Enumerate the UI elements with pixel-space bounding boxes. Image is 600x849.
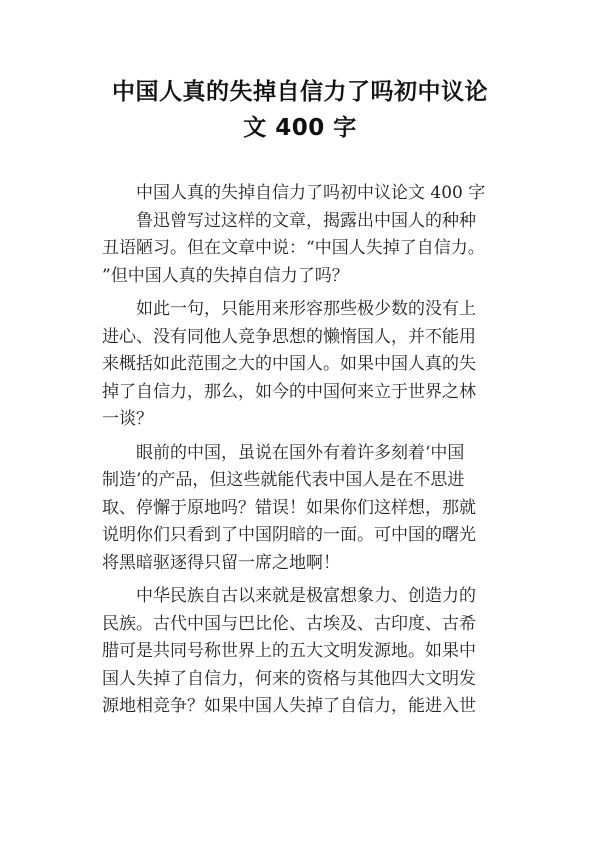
body-line: 如此一句，只能用来形容那些极少数的没有上 xyxy=(136,299,476,319)
title-line-2: 文 400 字 xyxy=(243,115,357,141)
body-line: ”但中国人真的失掉自信力了吗？ xyxy=(102,265,349,286)
body-line: 一谈？ xyxy=(102,409,153,429)
body-line: 掉了自信力，那么，如今的中国何来立于世界之林 xyxy=(102,381,476,402)
body-line: 中华民族自古以来就是极富想象力、创造力的 xyxy=(136,586,476,606)
body-line: 丑语陋习。但在文章中说：“中国人失掉了自信力。 xyxy=(102,238,485,258)
title-line-1: 中国人真的失掉自信力了吗初中议论 xyxy=(112,79,488,105)
body-line: 中国人真的失掉自信力了吗初中议论文 400 字 xyxy=(136,183,486,203)
body-line: 眼前的中国，虽说在国外有着许多刻着‘中国 xyxy=(136,442,465,463)
body-line: 民族。古代中国与巴比伦、古埃及、古印度、古希 xyxy=(102,613,476,634)
body-line: 说明你们只看到了中国阴暗的一面。可中国的曙光 xyxy=(102,525,476,545)
body-line: 腊可是共同号称世界上的五大文明发源地。如果中 xyxy=(102,641,476,661)
body-line: 国人失掉了自信力，何来的资格与其他四大文明发 xyxy=(102,668,476,689)
body-line: 取、停懈于原地吗？错误！如果你们这样想，那就 xyxy=(102,497,476,518)
body-line: 进心、没有同他人竞争思想的懒惰国人，并不能用 xyxy=(102,326,476,347)
body-line: 制造’的产品，但这些就能代表中国人是在不思进 xyxy=(102,470,465,490)
body-line: 来概括如此范围之大的中国人。如果中国人真的失 xyxy=(102,354,476,374)
body-line: 鲁迅曾写过这样的文章，揭露出中国人的种种 xyxy=(136,210,476,231)
body-line: 将黑暗驱逐得只留一席之地啊！ xyxy=(102,552,340,573)
document-body xyxy=(102,180,502,721)
document-title xyxy=(0,74,600,146)
body-line: 源地相竞争？如果中国人失掉了自信力，能进入世 xyxy=(102,696,476,716)
